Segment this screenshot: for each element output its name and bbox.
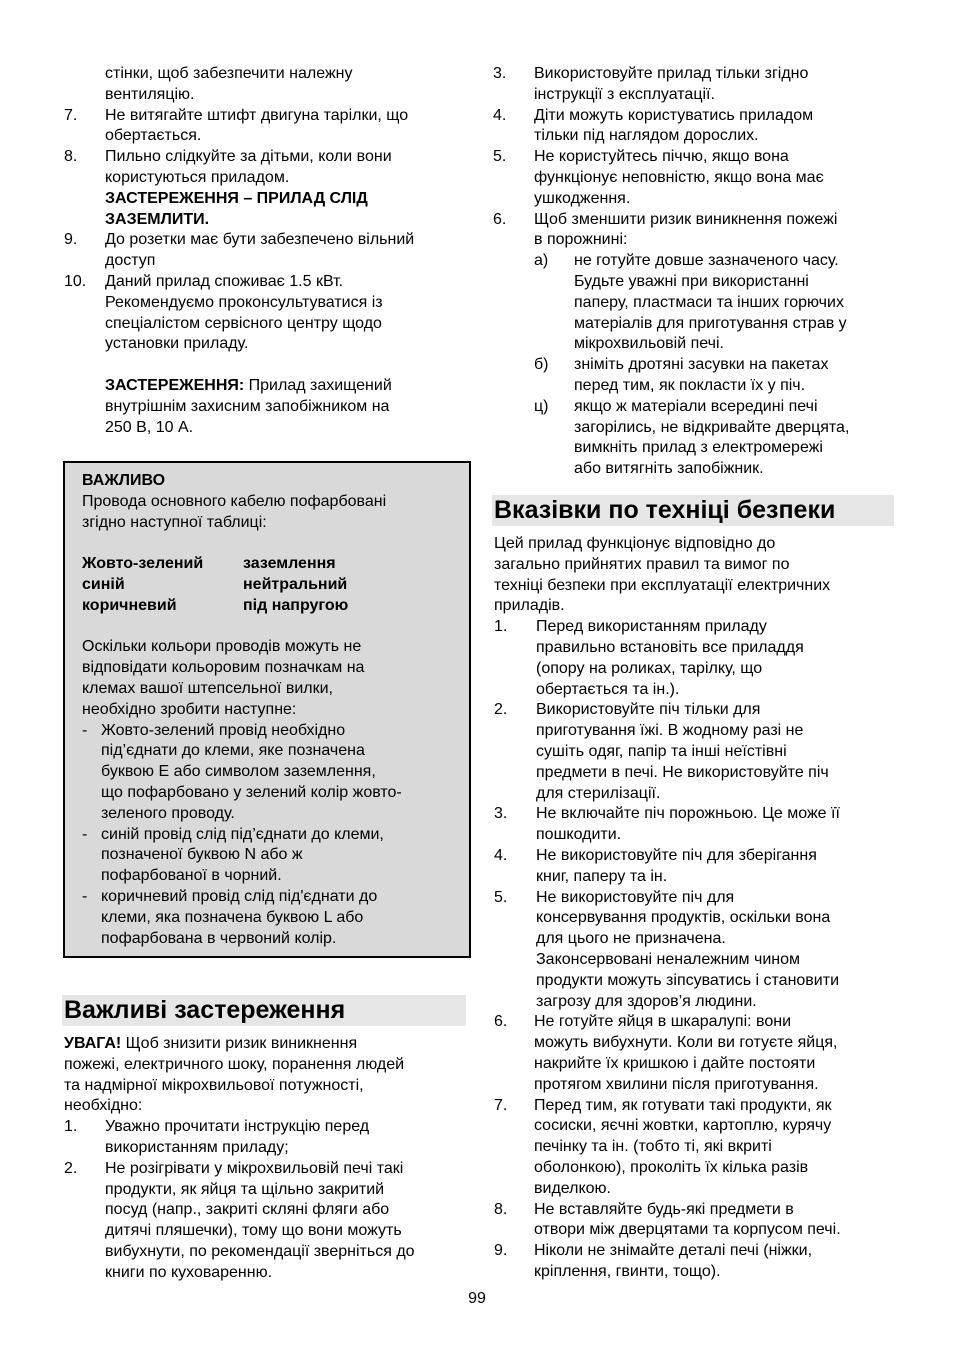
sub-item-letter: б) <box>534 356 549 374</box>
item-number: 3. <box>494 805 508 823</box>
list-item <box>494 1012 894 1095</box>
text-line: посуд (напр., закриті скляні фляги або <box>105 1201 390 1219</box>
text-line: Щоб зменшити ризик виникнення пожежі <box>534 210 838 228</box>
safety-section <box>494 534 894 1283</box>
item-number: 1. <box>494 618 508 636</box>
wire-row <box>82 575 453 596</box>
dash-mark: - <box>82 721 88 739</box>
dash-mark: - <box>82 825 88 843</box>
item-number: 3. <box>493 65 507 82</box>
text-line: продукти, як яйця та щільно закритий <box>105 1180 385 1198</box>
text-line: ЗАЗЕМЛИТИ. <box>105 210 210 228</box>
sub-item <box>534 355 893 397</box>
item-number: 4. <box>494 846 508 864</box>
list-item <box>494 1241 894 1283</box>
text-line: зеленого проводу. <box>101 804 235 822</box>
text-line: спеціалістом сервісного центру щодо <box>105 314 382 332</box>
text-line: використанням приладу; <box>105 1138 289 1156</box>
text-line: Не користуйтесь піччю, якщо вона <box>534 148 789 166</box>
important-warnings-section <box>64 1034 464 1284</box>
list-item <box>493 106 893 148</box>
text-line: та надмірної мікрохвильової потужності, <box>64 1076 364 1094</box>
sub-item-letter: ц) <box>534 397 549 415</box>
list-item <box>64 1117 464 1159</box>
text-line: Не використовуйте піч для зберігання <box>536 846 817 864</box>
list-item <box>64 1159 464 1284</box>
text-line: Цей прилад функціонує відповідно до <box>494 535 776 552</box>
text-line: продукти можуть зіпсуватись і становити <box>536 971 839 989</box>
text-line: Не використовуйте піч для <box>536 888 735 906</box>
text-line: Жовто-зелений провід необхідно <box>101 721 346 739</box>
text-line: загально прийнятих правил та вимог по <box>494 555 790 573</box>
list-item <box>64 230 478 272</box>
item-number: 4. <box>493 106 507 124</box>
item-number: 2. <box>494 701 508 719</box>
left-column <box>64 64 478 438</box>
text-line: Будьте уважні при використанні <box>574 272 809 290</box>
list-item <box>493 210 893 252</box>
text-line: Не вставляйте будь-які предмети в <box>534 1200 794 1218</box>
text-line: накрийте їх кришкою і дайте постояти <box>534 1054 816 1072</box>
text-line: для стерилізації. <box>536 784 661 802</box>
text-line: вибухнути, по рекомендації зверніться до <box>105 1242 415 1260</box>
bullet-item <box>82 887 453 949</box>
text-line: Використовуйте піч тільки для <box>536 701 761 719</box>
page-number: 99 <box>468 1290 486 1307</box>
list-item <box>494 1200 894 1242</box>
text-line: Не готуйте яйця в шкаралупі: вони <box>534 1013 792 1031</box>
text-line: дитячі пляшечки), тому що вони можуть <box>105 1222 402 1240</box>
wire-color: синій <box>82 575 125 593</box>
list-item <box>494 1096 894 1200</box>
text-line: Щоб знизити ризик виникнення <box>121 1035 358 1052</box>
text-line: перед тим, як покласти їх у піч. <box>574 376 806 394</box>
text-line: техніці безпеки при експлуатації електричних <box>494 576 831 594</box>
text-line: ЗАСТЕРЕЖЕННЯ – ПРИЛАД СЛІД <box>105 189 368 207</box>
text-line: коричневий провід слід під'єднати до <box>101 887 378 905</box>
text-line: Рекомендуємо проконсультуватися із <box>105 293 383 311</box>
item-number: 6. <box>493 210 507 228</box>
continued-text <box>64 64 478 106</box>
text-line: Діти можуть користуватись приладом <box>534 106 814 124</box>
dash-mark: - <box>82 887 88 905</box>
text-line: вимкніть прилад з електромережі <box>574 439 823 457</box>
text-line: печінку та ін. (тобто ті, які вкриті <box>534 1138 772 1156</box>
text-line: приладів. <box>494 597 565 615</box>
sub-item-letter: а) <box>534 252 549 270</box>
text-line: інструкції з експлуатації. <box>534 85 715 103</box>
text-line: виделкою. <box>534 1179 611 1197</box>
text-line: протягом хвилини після приготування. <box>534 1075 819 1093</box>
text-line: Пильно слідкуйте за дітьми, коли вони <box>105 148 392 166</box>
text-line: загрозу для здоров’я людини. <box>536 992 757 1010</box>
item-number: 9. <box>494 1242 508 1260</box>
text-line: Перед використанням приладу <box>536 618 767 636</box>
text-line: клемах вашої штепсельної вилки, <box>82 679 333 697</box>
text-line: згідно наступної таблиці: <box>82 513 267 531</box>
text-line: необхідно: <box>64 1097 143 1115</box>
bullet-item <box>82 721 453 825</box>
text-line: Не витягайте штифт двигуна тарілки, що <box>105 106 409 124</box>
text-line: вентиляцію. <box>105 85 195 103</box>
item-number: 6. <box>494 1013 508 1031</box>
text-line: тільки під наглядом дорослих. <box>534 127 759 145</box>
text-line: матеріалів для приготування страв у <box>574 314 847 332</box>
box-title: ВАЖЛИВО <box>82 472 166 489</box>
wire-color: коричневий <box>82 596 177 614</box>
text-line: зніміть дротяні засувки на пакетах <box>574 356 829 374</box>
text-line: стінки, щоб забезпечити належну <box>105 65 353 82</box>
list-item <box>494 804 894 846</box>
wire-meaning: заземлення <box>243 555 336 573</box>
text-line: Даний прилад споживає 1.5 кВт. <box>105 272 344 290</box>
text-line: книги по куховаренню. <box>105 1263 273 1281</box>
fuse-warning <box>64 376 478 438</box>
item-number: 1. <box>64 1118 78 1136</box>
wire-row <box>82 554 453 575</box>
text-line: пожежі, електричного шоку, поранення людей <box>64 1055 405 1073</box>
text-line: доступ <box>105 252 156 270</box>
text-line: в порожнині: <box>534 231 628 249</box>
bullet-item <box>82 825 453 887</box>
item-number: 7. <box>64 106 78 124</box>
text-line: буквою E або символом заземлення, <box>101 763 376 781</box>
list-item <box>494 888 894 1013</box>
list-item <box>64 106 478 148</box>
sub-item <box>534 397 893 480</box>
wire-color: Жовто-зелений <box>82 555 204 573</box>
text-line: обертається. <box>105 127 202 145</box>
text-line: предмети в печі. Не використовуйте піч <box>536 763 829 781</box>
list-item <box>64 272 478 355</box>
item-number: 5. <box>494 888 508 906</box>
text-line: під’єднати до клеми, яке позначена <box>101 742 365 760</box>
ground-warning <box>64 189 478 231</box>
lead-label: УВАГА! <box>64 1035 122 1052</box>
right-column <box>493 64 893 480</box>
item-number: 8. <box>64 148 78 166</box>
text-line: Не включайте піч порожньою. Це може її <box>536 805 840 823</box>
list-item <box>494 700 894 804</box>
text-line: позначеної буквою N або ж <box>101 846 303 864</box>
list-item <box>494 846 894 888</box>
item-number: 8. <box>494 1200 508 1218</box>
text-line: функціонує неповністю, якщо вона має <box>534 168 824 186</box>
text-line: мікрохвильовій печі. <box>574 335 724 353</box>
text-line: Прилад захищений <box>244 376 392 394</box>
text-line: Оскільки кольори проводів можуть не <box>82 638 362 656</box>
wire-meaning: нейтральний <box>243 575 348 593</box>
text-line: сушіть одяг, папір та інші неїстівні <box>536 742 787 760</box>
item-number: 2. <box>64 1159 78 1177</box>
text-line: паперу, пластмаси та інших горючих <box>574 293 844 311</box>
wire-row <box>82 596 453 617</box>
text-line: пофарбованої в чорний. <box>101 867 282 885</box>
text-line: отвори між дверцятами та корпусом печі. <box>534 1221 841 1239</box>
text-line: До розетки має бути забезпечено вільний <box>105 231 415 249</box>
section-heading-safety: Вказівки по техніці безпеки <box>492 495 894 526</box>
text-line: 250 В, 10 А. <box>105 418 194 436</box>
list-item <box>493 64 893 106</box>
item-number: 10. <box>64 272 87 290</box>
fuse-label: ЗАСТЕРЕЖЕННЯ: <box>105 376 245 394</box>
text-line: або витягніть запобіжник. <box>574 460 764 478</box>
list-item <box>494 617 894 700</box>
text-line: для цього не призначена. <box>536 930 726 948</box>
text-line: не готуйте довше зазначеного часу. <box>574 252 839 270</box>
text-line: оболонкою), проколіть їх кілька разів <box>534 1158 809 1176</box>
text-line: приготування їжі. В жодному разі не <box>536 722 804 740</box>
text-line: пошкодити. <box>536 826 622 844</box>
text-line: Уважно прочитати інструкцію перед <box>105 1118 370 1136</box>
text-line: установки приладу. <box>105 335 249 353</box>
important-box <box>63 461 471 958</box>
text-line: внутрішнім захисним запобіжником на <box>105 397 390 415</box>
text-line: правильно встановіть все приладдя <box>536 638 804 656</box>
text-line: користуються приладом. <box>105 168 290 186</box>
text-line: Законсервовані неналежним чином <box>536 950 800 968</box>
text-line: консервування продуктів, оскільки вона <box>536 909 831 927</box>
text-line: (опору на роликах, тарілку, що <box>536 659 763 677</box>
text-line: загорілись, не відкривайте дверцята, <box>574 418 850 436</box>
text-line: Перед тим, як готувати такі продукти, як <box>534 1096 832 1114</box>
text-line: сосиски, яєчні жовтки, картоплю, курячу <box>534 1117 832 1135</box>
item-number: 5. <box>493 148 507 166</box>
text-line: Провода основного кабелю пофарбовані <box>82 492 387 510</box>
text-line: кріплення, гвинти, тощо). <box>534 1262 721 1280</box>
text-line: ушкодження. <box>534 189 631 207</box>
item-number: 9. <box>64 231 78 249</box>
text-line: що пофарбовано у зелений колір жовто- <box>101 783 402 801</box>
wire-meaning: під напругою <box>243 596 349 614</box>
sub-item <box>534 251 893 355</box>
text-line: необхідно зробити наступне: <box>82 700 297 718</box>
text-line: обертається та ін.). <box>536 680 680 698</box>
text-line: Ніколи не знімайте деталі печі (ніжки, <box>534 1242 813 1260</box>
text-line: пофарбована в червоний колір. <box>101 929 337 947</box>
text-line: можуть вибухнути. Коли ви готуєте яйця, <box>534 1034 838 1052</box>
text-line: клеми, яка позначена буквою L або <box>101 908 364 926</box>
text-line: синій провід слід під’єднати до клеми, <box>101 825 384 843</box>
section-heading-important-warnings: Важливі застереження <box>62 995 466 1026</box>
list-item <box>64 147 478 189</box>
list-item <box>493 147 893 209</box>
text-line: Не розігрівати у мікрохвильовій печі такі <box>105 1159 404 1177</box>
text-line: Використовуйте прилад тільки згідно <box>534 65 809 82</box>
item-number: 7. <box>494 1096 508 1114</box>
text-line: якщо ж матеріали всередині печі <box>574 397 818 415</box>
text-line: книг, паперу та ін. <box>536 867 668 885</box>
text-line: відповідати кольоровим позначкам на <box>82 659 365 677</box>
